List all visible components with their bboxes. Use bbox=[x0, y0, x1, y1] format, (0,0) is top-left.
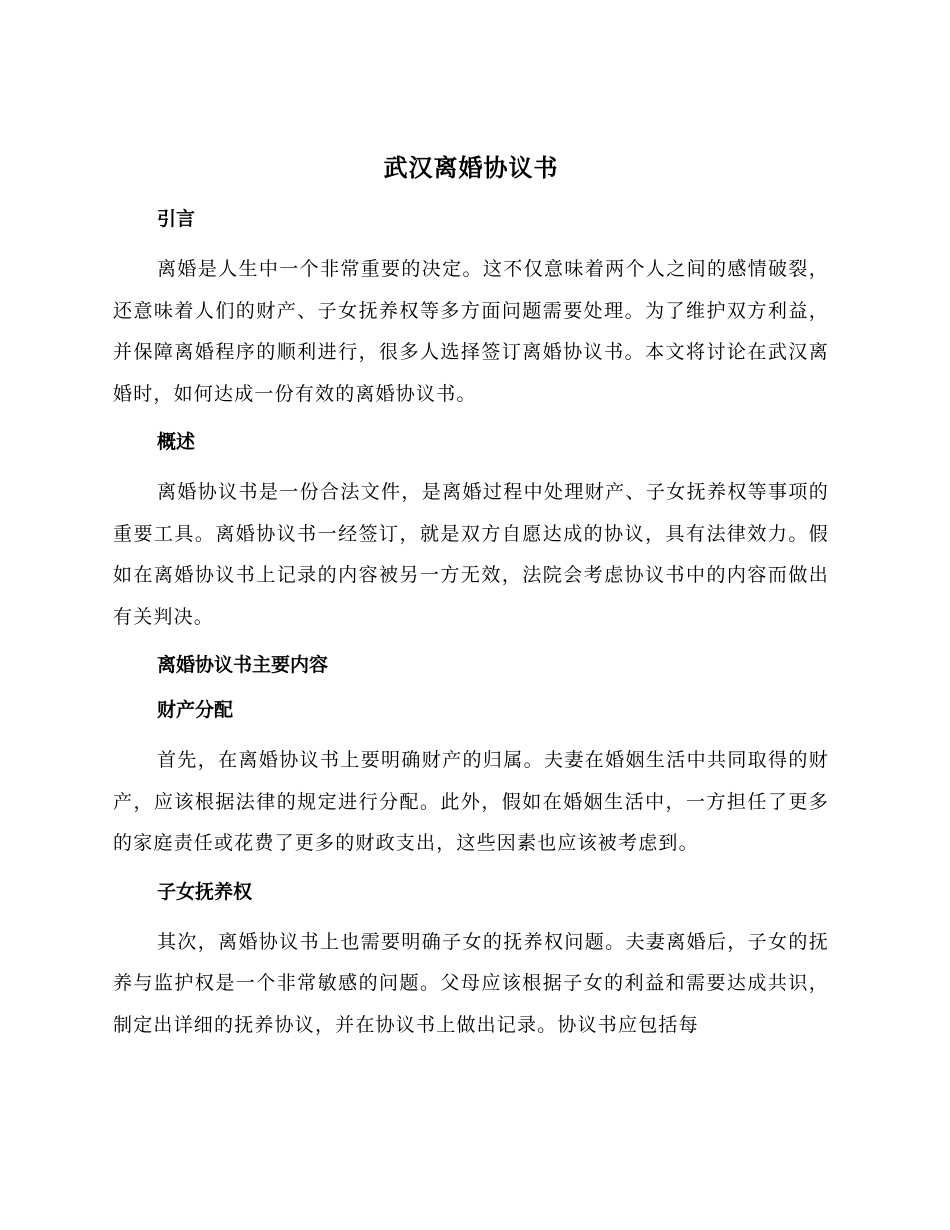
section-paragraph-intro: 离婚是人生中一个非常重要的决定。这不仅意味着两个人之间的感情破裂，还意味着人们的财产、子女抚养权等多方面问题需要处理。为了维护双方利益，并保障离婚程序的顺利进行，很多人选择签订离婚协议书。本文将讨论在武汉离婚时，如何达成一份有效的离婚协议书。 bbox=[113, 258, 829, 405]
document-page bbox=[113, 150, 829, 1058]
section-heading-main-content: 离婚协议书主要内容 bbox=[157, 654, 329, 676]
section-paragraph-custody: 其次，离婚协议书上也需要明确子女的抚养权问题。夫妻离婚后，子女的抚养与监护权是一个非常敏感的问题。父母应该根据子女的利益和需要达成共识，制定出详细的抚养协议，并在协议书上做出记录。协议书应包括每 bbox=[113, 930, 829, 1036]
section-paragraph-overview: 离婚协议书是一份合法文件，是离婚过程中处理财产、子女抚养权等事项的重要工具。离婚协议书一经签订，就是双方自愿达成的协议，具有法律效力。假如在离婚协议书上记录的内容被另一方无效，法院会考虑协议书中的内容而做出有关判决。 bbox=[113, 481, 829, 628]
section-paragraph-property: 首先，在离婚协议书上要明确财产的归属。夫妻在婚姻生活中共同取得的财产，应该根据法律的规定进行分配。此外，假如在婚姻生活中，一方担任了更多的家庭责任或花费了更多的财政支出，这些因素也应该被考虑到。 bbox=[113, 749, 829, 854]
section-heading-property: 财产分配 bbox=[157, 699, 234, 721]
section-heading-overview: 概述 bbox=[157, 431, 196, 453]
section-heading-intro: 引言 bbox=[157, 208, 196, 230]
document-title: 武汉离婚协议书 bbox=[383, 154, 559, 182]
section-heading-custody: 子女抚养权 bbox=[157, 880, 253, 903]
